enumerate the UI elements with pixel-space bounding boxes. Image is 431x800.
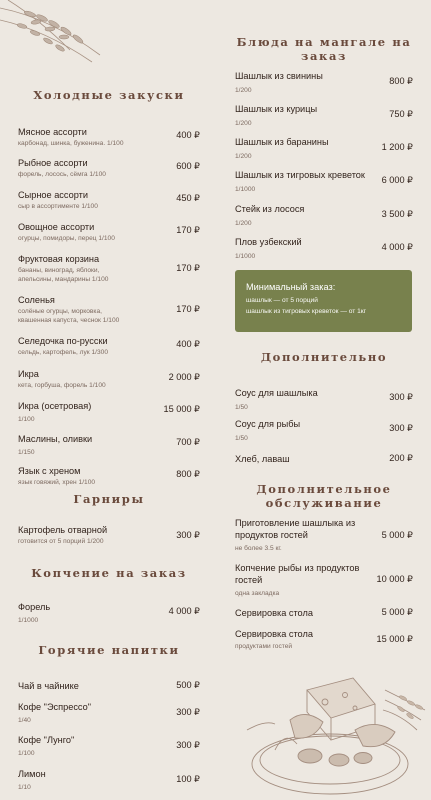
item-price: 10 000 ₽ bbox=[376, 574, 413, 584]
item-name: Форель bbox=[18, 602, 51, 612]
menu-item bbox=[235, 562, 413, 598]
section-title-drinks: Горячие напитки bbox=[38, 643, 180, 657]
item-price: 170 ₽ bbox=[176, 304, 200, 314]
item-desc: 1/1000 bbox=[235, 253, 256, 260]
menu-item bbox=[235, 236, 413, 261]
item-price: 300 ₽ bbox=[176, 740, 200, 750]
item-name: Овощное ассорти bbox=[18, 222, 95, 232]
item-desc: сельдь, картофель, лук 1/300 bbox=[18, 349, 108, 356]
item-desc: 1/200 bbox=[235, 87, 252, 94]
item-desc: 1/150 bbox=[18, 449, 35, 456]
menu-item bbox=[235, 169, 413, 194]
menu-item bbox=[18, 734, 200, 758]
item-price: 15 000 ₽ bbox=[163, 404, 200, 414]
item-name: Рыбное ассорти bbox=[18, 158, 88, 168]
menu-item bbox=[235, 203, 413, 228]
note-line: шашлык из тигровых креветок — от 1кг bbox=[246, 308, 367, 315]
menu-item bbox=[18, 189, 200, 211]
item-desc: форель, лосось, сёмга 1/100 bbox=[18, 171, 106, 178]
item-price: 400 ₽ bbox=[176, 339, 200, 349]
menu-item bbox=[18, 294, 200, 325]
menu-item bbox=[18, 768, 200, 792]
menu-item bbox=[235, 607, 413, 619]
item-price: 100 ₽ bbox=[176, 774, 200, 784]
menu-item bbox=[235, 517, 413, 553]
item-desc: солёные огурцы, морковка, квашенная капуста, чеснок 1/100 bbox=[18, 308, 120, 324]
item-price: 300 ₽ bbox=[176, 707, 200, 717]
item-price: 600 ₽ bbox=[176, 161, 200, 171]
item-desc: одна закладка bbox=[235, 590, 280, 597]
item-desc: продуктами гостей bbox=[235, 643, 293, 650]
item-desc: 1/40 bbox=[18, 717, 31, 724]
item-name: Язык с хреном bbox=[18, 466, 81, 476]
menu-item bbox=[18, 701, 200, 725]
menu-item bbox=[235, 453, 413, 465]
min-order-note bbox=[235, 270, 412, 332]
item-name: Стейк из лосося bbox=[235, 204, 305, 214]
menu-item bbox=[18, 157, 200, 179]
item-desc: сыр в ассортименте 1/100 bbox=[18, 203, 98, 210]
item-name: Кофе "Лунго" bbox=[18, 735, 75, 745]
item-name: Маслины, оливки bbox=[18, 434, 93, 444]
menu-item bbox=[235, 70, 413, 95]
item-price: 5 000 ₽ bbox=[381, 607, 413, 617]
item-name: Соус для шашлыка bbox=[235, 388, 318, 398]
item-desc: 1/1000 bbox=[235, 186, 256, 193]
item-price: 6 000 ₽ bbox=[381, 175, 413, 185]
item-desc: 1/200 bbox=[235, 220, 252, 227]
item-price: 170 ₽ bbox=[176, 225, 200, 235]
menu-item bbox=[235, 418, 413, 443]
menu-item bbox=[18, 680, 200, 692]
item-name: Шашлык из курицы bbox=[235, 104, 318, 114]
item-desc: 1/100 bbox=[18, 750, 35, 757]
item-name: Фруктовая корзина bbox=[18, 254, 100, 264]
item-price: 4 000 ₽ bbox=[381, 242, 413, 252]
item-name: Хлеб, лаваш bbox=[235, 454, 290, 464]
item-name: Шашлык из свинины bbox=[235, 71, 323, 81]
item-price: 300 ₽ bbox=[389, 392, 413, 402]
wheat-decoration bbox=[0, 0, 120, 70]
item-name: Лимон bbox=[18, 769, 46, 779]
item-price: 2 000 ₽ bbox=[168, 372, 200, 382]
menu-item bbox=[18, 601, 200, 625]
menu-item bbox=[18, 400, 200, 424]
item-price: 800 ₽ bbox=[176, 469, 200, 479]
menu-item bbox=[235, 387, 413, 412]
item-name: Мясное ассорти bbox=[18, 127, 87, 137]
item-desc: 1/50 bbox=[235, 404, 248, 411]
menu-item bbox=[18, 465, 200, 487]
menu-item bbox=[235, 628, 413, 651]
item-price: 400 ₽ bbox=[176, 130, 200, 140]
item-desc: 1/200 bbox=[235, 120, 252, 127]
menu-item bbox=[18, 433, 200, 457]
item-name: Картофель отварной bbox=[18, 525, 108, 535]
item-price: 800 ₽ bbox=[389, 76, 413, 86]
item-price: 4 000 ₽ bbox=[168, 606, 200, 616]
item-price: 170 ₽ bbox=[176, 263, 200, 273]
item-price: 5 000 ₽ bbox=[381, 530, 413, 540]
section-title-smoke: Копчение на заказ bbox=[31, 566, 187, 580]
item-desc: не более 3.5 кг. bbox=[235, 545, 282, 552]
note-title: Минимальный заказ: bbox=[246, 282, 336, 292]
item-name: Плов узбекский bbox=[235, 237, 302, 247]
item-name: Копчение рыбы из продуктов гостей bbox=[235, 563, 360, 585]
item-price: 300 ₽ bbox=[176, 530, 200, 540]
item-desc: язык говяжий, хрен 1/100 bbox=[18, 479, 96, 486]
item-name: Сервировка стола bbox=[235, 629, 313, 639]
item-desc: 1/1000 bbox=[18, 617, 39, 624]
item-desc: 1/200 bbox=[235, 153, 252, 160]
item-name: Чай в чайнике bbox=[18, 681, 79, 691]
menu-item bbox=[18, 253, 200, 284]
item-name: Приготовление шашлыка из продуктов гостей bbox=[235, 518, 356, 540]
section-title-service: Дополнительное обслуживание bbox=[256, 482, 392, 510]
item-desc: кета, горбуша, форель 1/100 bbox=[18, 382, 106, 389]
item-name: Сервировка стола bbox=[235, 608, 313, 618]
item-name: Соленья bbox=[18, 295, 55, 305]
menu-item bbox=[18, 368, 200, 390]
item-desc: бананы, виноград, яблоки, апельсины, мандарины 1/100 bbox=[18, 267, 109, 283]
item-desc: 1/10 bbox=[18, 784, 31, 791]
item-name: Шашлык из тигровых креветок bbox=[235, 170, 365, 180]
item-price: 450 ₽ bbox=[176, 193, 200, 203]
item-price: 300 ₽ bbox=[389, 423, 413, 433]
section-title-cold: Холодные закуски bbox=[33, 88, 185, 102]
section-title-garnish: Гарниры bbox=[73, 492, 145, 506]
note-line: шашлык — от 5 порций bbox=[246, 297, 318, 304]
item-desc: огурцы, помидоры, перец 1/100 bbox=[18, 235, 115, 242]
food-platter-illustration bbox=[235, 660, 431, 800]
item-desc: 1/50 bbox=[235, 435, 248, 442]
item-price: 3 500 ₽ bbox=[381, 209, 413, 219]
section-title-grill: Блюда на мангале на заказ bbox=[236, 35, 412, 63]
menu-item bbox=[235, 103, 413, 128]
item-price: 15 000 ₽ bbox=[376, 634, 413, 644]
item-name: Икра (осетровая) bbox=[18, 401, 92, 411]
item-name: Кофе "Эспрессо" bbox=[18, 702, 91, 712]
menu-item bbox=[235, 136, 413, 161]
menu-item bbox=[18, 221, 200, 243]
item-desc: 1/100 bbox=[18, 416, 35, 423]
menu-item bbox=[18, 126, 200, 148]
item-name: Сырное ассорти bbox=[18, 190, 88, 200]
section-title-extra: Дополнительно bbox=[260, 350, 388, 364]
menu-item bbox=[18, 524, 200, 546]
item-price: 1 200 ₽ bbox=[381, 142, 413, 152]
menu-item bbox=[18, 335, 200, 357]
item-price: 500 ₽ bbox=[176, 680, 200, 690]
item-desc: готовится от 5 порций 1/200 bbox=[18, 538, 104, 545]
item-name: Икра bbox=[18, 369, 39, 379]
item-name: Соус для рыбы bbox=[235, 419, 301, 429]
item-name: Шашлык из баранины bbox=[235, 137, 329, 147]
item-name: Селедочка по-русски bbox=[18, 336, 108, 346]
item-price: 200 ₽ bbox=[389, 453, 413, 463]
item-desc: карбонад, шинка, буженина. 1/100 bbox=[18, 140, 124, 147]
item-price: 700 ₽ bbox=[176, 437, 200, 447]
item-price: 750 ₽ bbox=[389, 109, 413, 119]
